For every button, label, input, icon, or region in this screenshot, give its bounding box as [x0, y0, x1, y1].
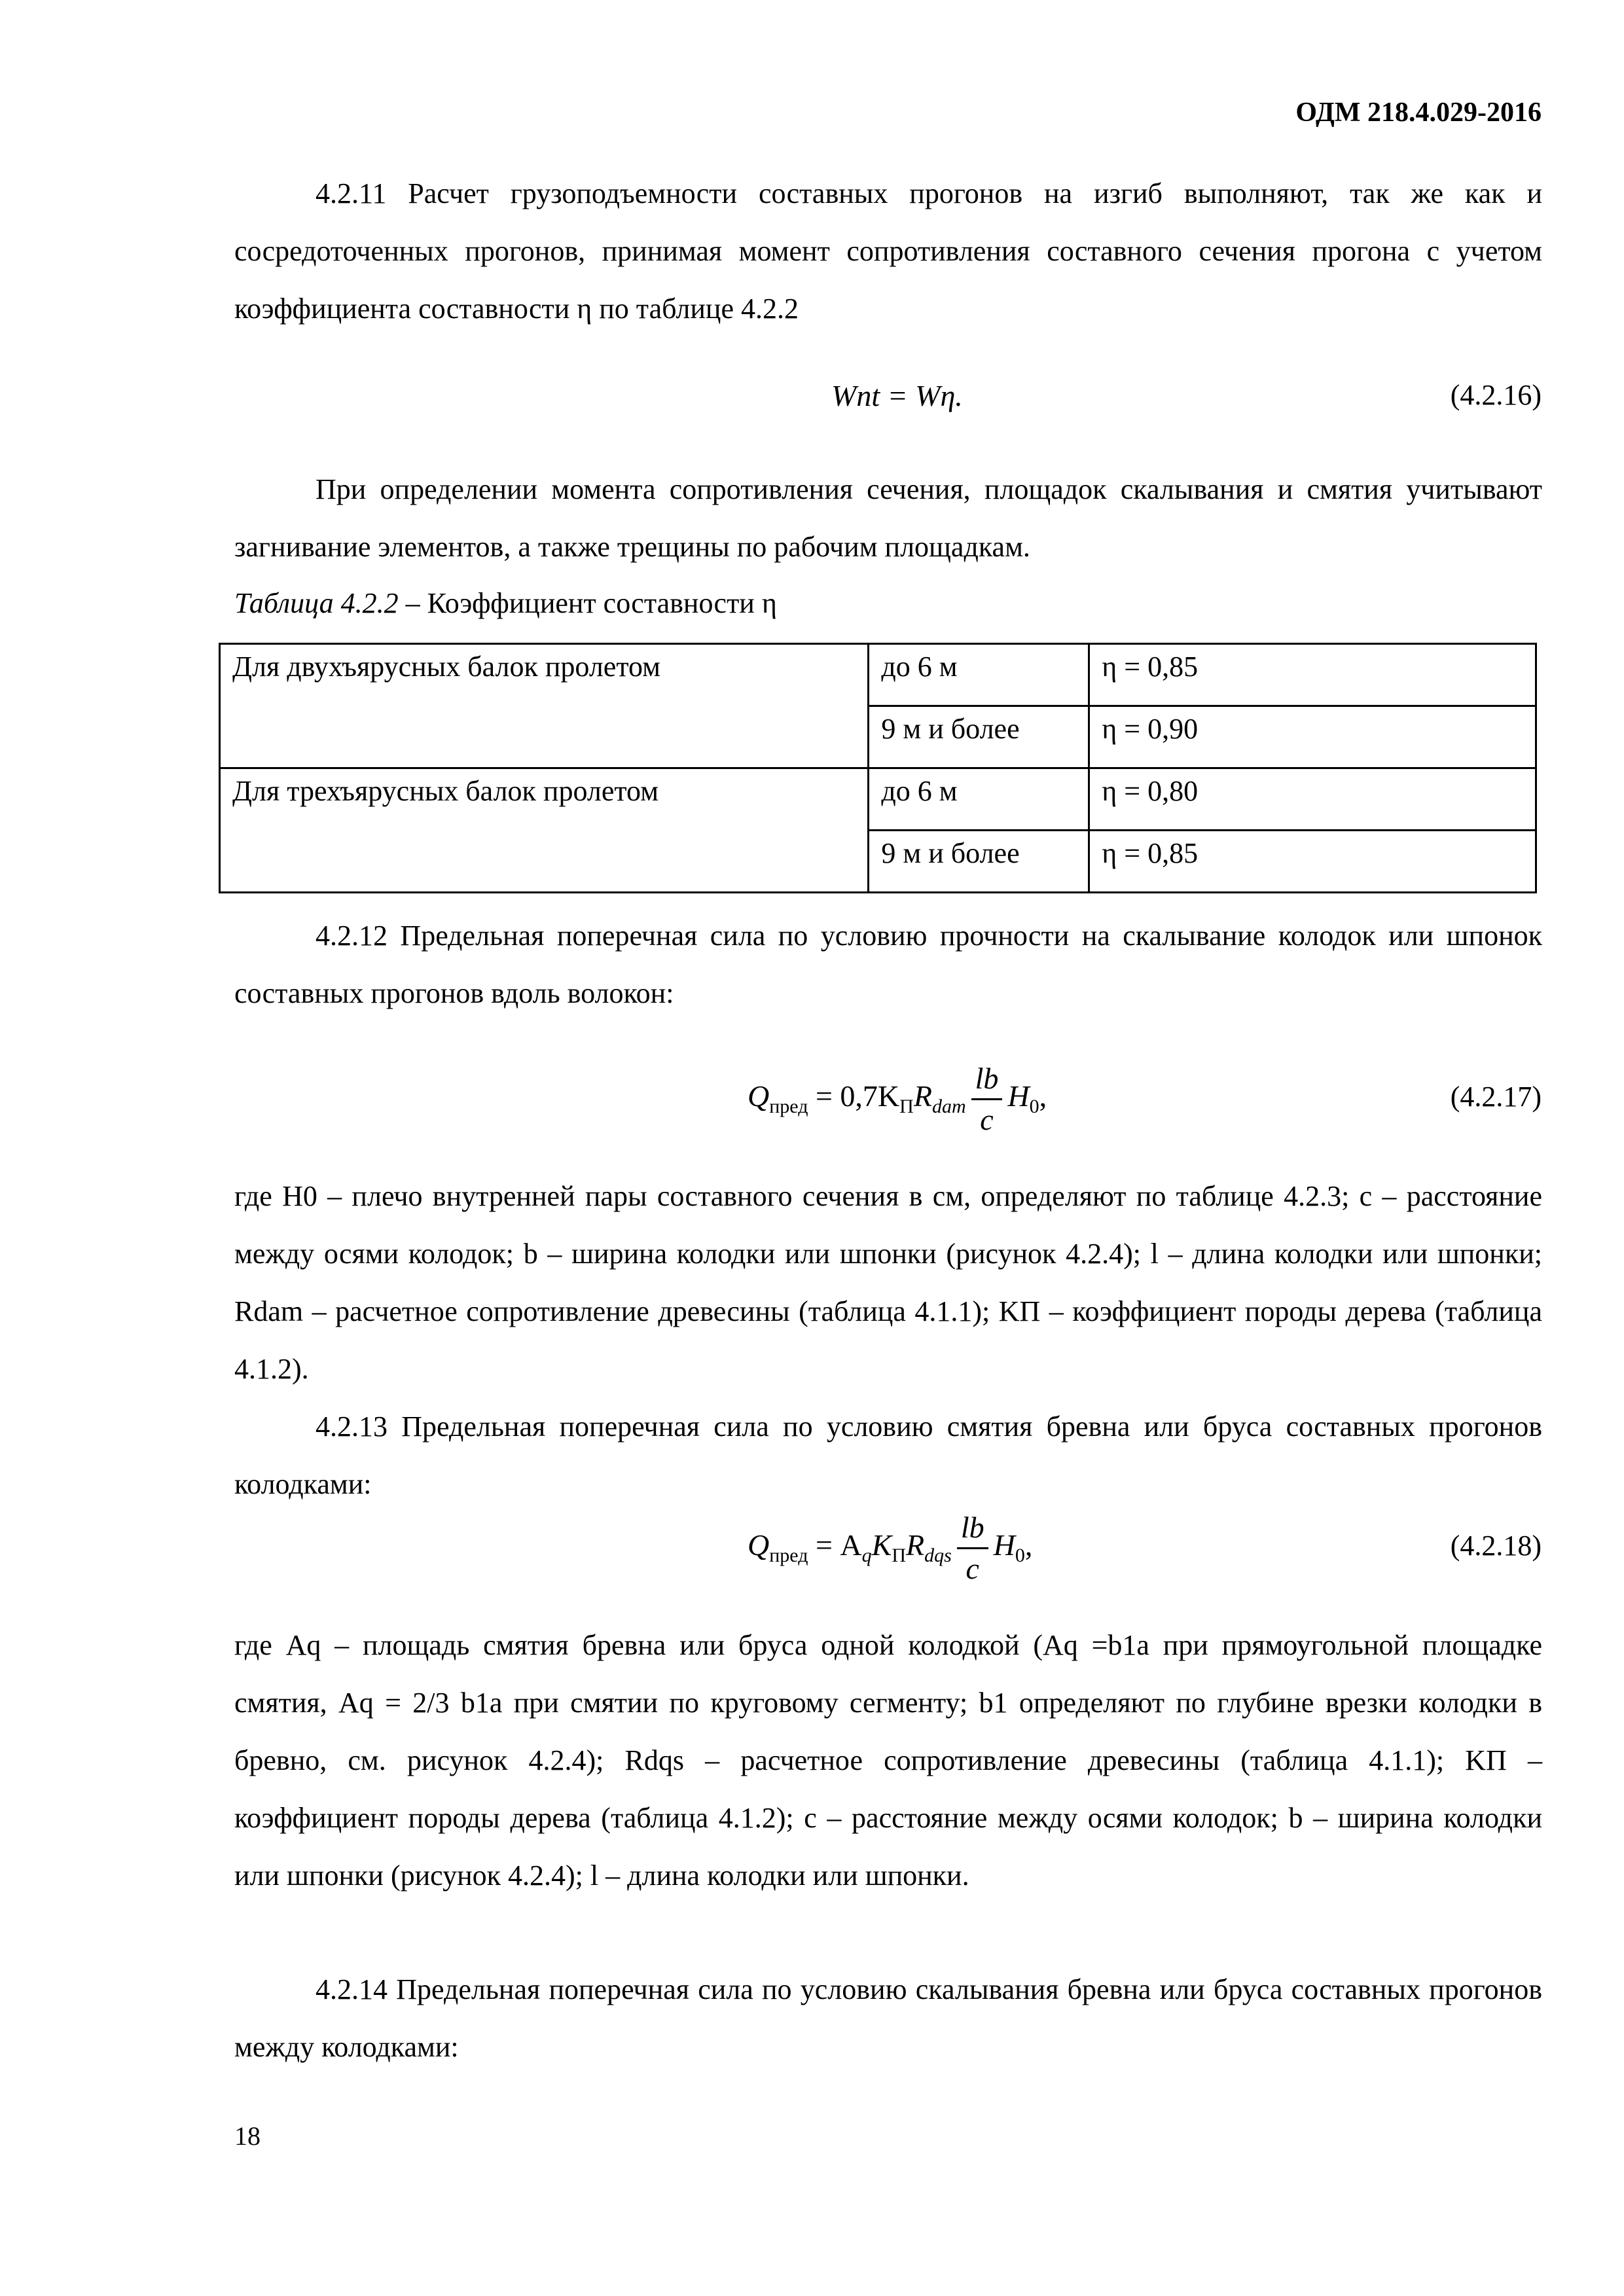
eq-term: = A: [808, 1528, 862, 1562]
table-caption-label: Таблица 4.2.2: [234, 587, 399, 619]
eq-term: ,: [1024, 1528, 1033, 1562]
paragraph-4-2-12: 4.2.12 Предельная поперечная сила по условию прочности на скалывание колодок или шпонок составных прогонов вдоль волокон:: [234, 920, 1542, 1009]
eq-term: H: [1007, 1079, 1030, 1113]
eq-fraction: [971, 1059, 1003, 1139]
eq-numerator: lb: [971, 1059, 1003, 1100]
table-cell: η = 0,90: [1089, 706, 1536, 768]
table-cell: до 6 м: [869, 644, 1089, 706]
eq-numerator: lb: [957, 1508, 988, 1549]
eq-sub: 0: [1029, 1096, 1039, 1118]
eq-denominator: c: [965, 1552, 979, 1585]
paragraph-4-2-13: 4.2.13 Предельная поперечная сила по условию смятия бревна или бруса составных прогонов колодками:: [234, 1410, 1542, 1500]
table-cell: η = 0,80: [1089, 768, 1536, 831]
eq-term: Q: [748, 1528, 770, 1562]
eq-sub: dqs: [924, 1545, 952, 1567]
eq-denominator: c: [980, 1103, 994, 1136]
eq-term: ,: [1039, 1079, 1047, 1113]
coefficient-table: [219, 643, 1537, 893]
table-cell: до 6 м: [869, 768, 1089, 831]
eq-sub: q: [861, 1545, 872, 1567]
eq-term: R: [913, 1079, 932, 1113]
eq-sub: dam: [931, 1096, 966, 1118]
table-cell: 9 м и более: [869, 706, 1089, 768]
equation-number-4-2-17: (4.2.17): [1450, 1081, 1542, 1113]
eq-sub: П: [899, 1096, 914, 1118]
eq-sub: пред: [769, 1096, 808, 1118]
table-cell: Для трехъярусных балок пролетом: [220, 768, 869, 893]
equation-4-2-16: Wnt = Wη.: [831, 379, 963, 412]
eq-sub: П: [892, 1545, 907, 1567]
document-code: ОДМ 218.4.029-2016: [1295, 98, 1542, 128]
paragraph-section-defects: При определении момента сопротивления сечения, площадок скалывания и смятия учитывают загнивание элементов, а также трещины по рабочим площадкам.: [234, 473, 1542, 563]
table-row: [220, 644, 1536, 706]
eq-term: = 0,7K: [808, 1079, 900, 1113]
eq-sub: 0: [1015, 1545, 1025, 1567]
equation-number-4-2-18: (4.2.18): [1450, 1530, 1542, 1562]
eq-term: R: [906, 1528, 925, 1562]
equation-4-2-18: [748, 1508, 1032, 1588]
table-cell: η = 0,85: [1089, 644, 1536, 706]
page-number: 18: [234, 2121, 261, 2151]
equation-4-2-17: [748, 1059, 1047, 1139]
equation-number-4-2-16: (4.2.16): [1450, 379, 1542, 411]
paragraph-4-2-14: 4.2.14 Предельная поперечная сила по условию скалывания бревна или бруса составных прогонов между колодками:: [234, 1973, 1542, 2063]
paragraph-where-aq: где Aq – площадь смятия бревна или бруса одной колодкой (Aq =b1a при прямоугольной площадке смятия, Aq = 2/3 b1a при смятии по круговому сегменту; b1 определяют по глубине врезки колодки в бревно, см. рисунок 4.2.4); Rdqs – расчетное сопротивление древесины (таблица 4.1.1); KП – коэффициент породы дерева (таблица 4.1.2); c – расстояние между осями колодок; b – ширина колодки или шпонки (рисунок 4.2.4); l – длина колодки или шпонки.: [234, 1629, 1542, 1892]
eq-term: H: [993, 1528, 1015, 1562]
eq-term: K: [871, 1528, 892, 1562]
paragraph-4-2-11: 4.2.11 Расчет грузоподъемности составных прогонов на изгиб выполняют, так же как и сосредоточенных прогонов, принимая момент сопротивления составного сечения прогона с учетом коэффициента составности η по таблице 4.2.2: [234, 177, 1542, 325]
eq-term: Q: [748, 1079, 770, 1113]
table-caption: [234, 586, 777, 620]
eq-sub: пред: [769, 1545, 808, 1567]
table-cell: η = 0,85: [1089, 831, 1536, 893]
paragraph-where-h0: где H0 – плечо внутренней пары составного сечения в см, определяют по таблице 4.2.3; c – расстояние между осями колодок; b – ширина колодки или шпонки (рисунок 4.2.4); l – длина колодки или шпонки; Rdam – расчетное сопротивление древесины (таблица 4.1.1); KП – коэффициент породы дерева (таблица 4.1.2).: [234, 1180, 1542, 1385]
eq-fraction: [957, 1508, 988, 1588]
table-caption-text: – Коэффициент составности η: [398, 587, 777, 619]
table-row: [220, 768, 1536, 831]
table-cell: 9 м и более: [869, 831, 1089, 893]
table-cell: Для двухъярусных балок пролетом: [220, 644, 869, 768]
